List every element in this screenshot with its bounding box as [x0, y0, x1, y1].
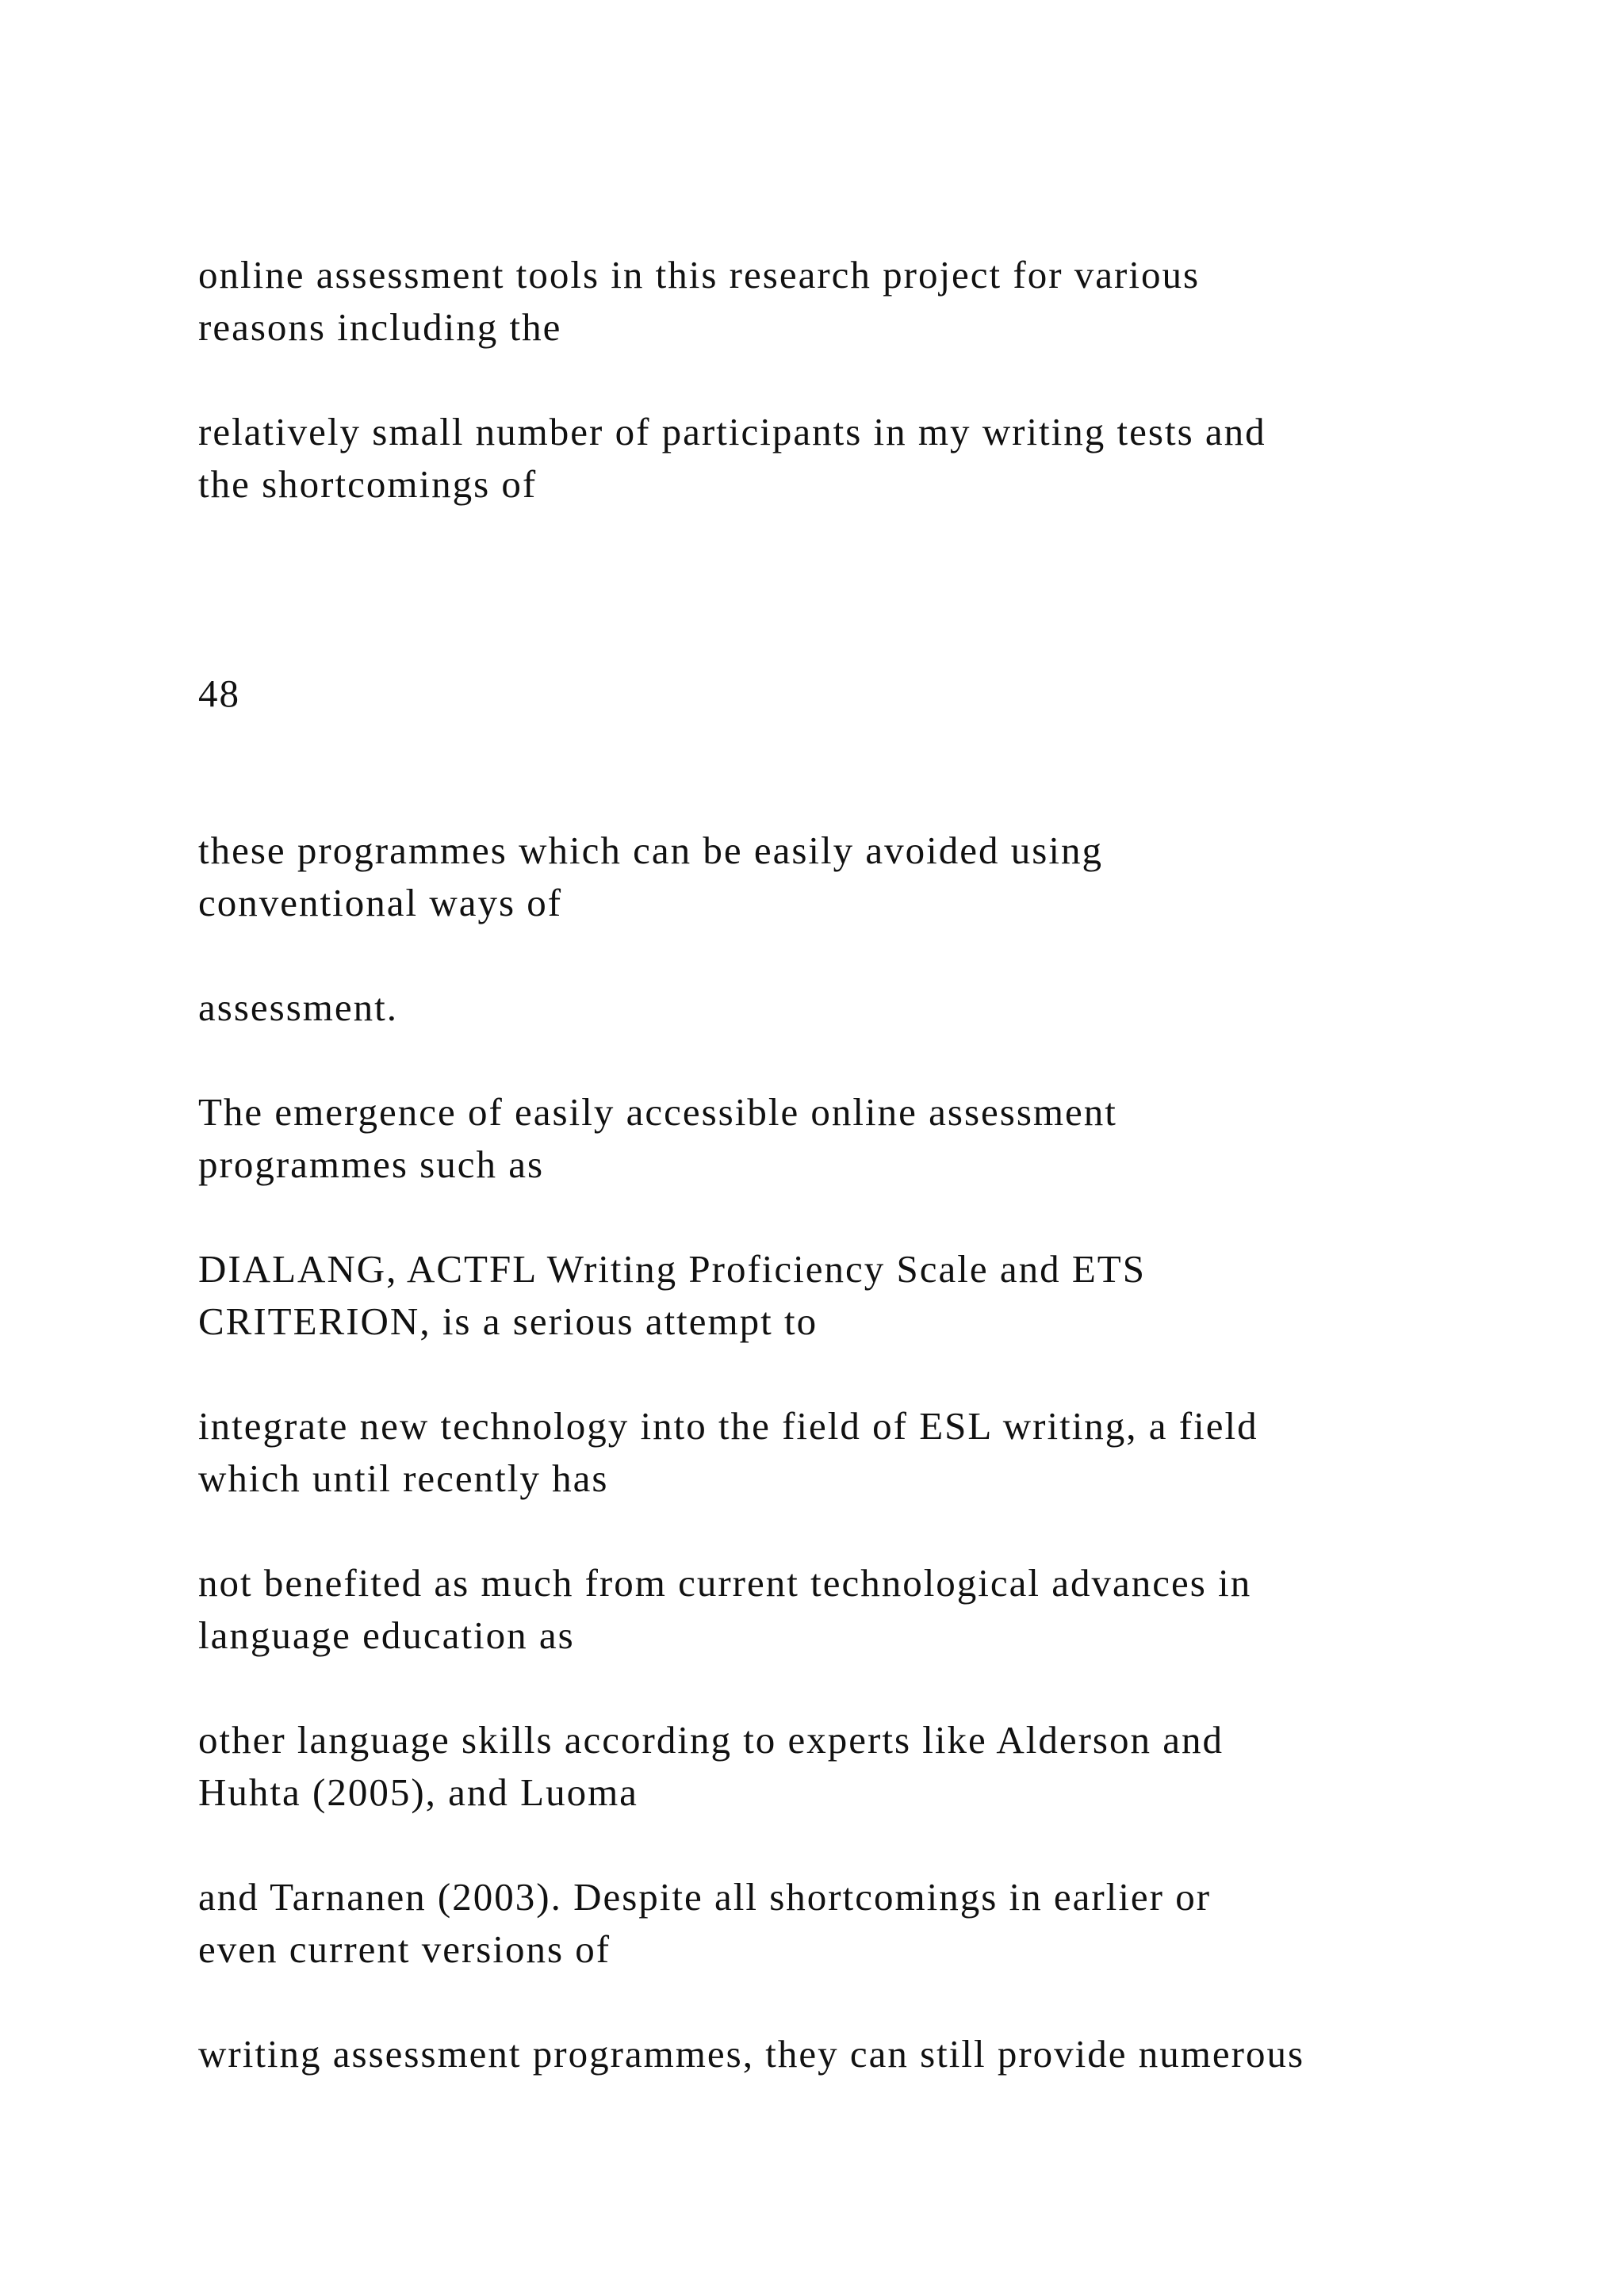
text-line: integrate new technology into the field of ESL writing, a field [198, 1404, 1258, 1448]
text-line: even current versions of [198, 1927, 611, 1971]
text-line: The emergence of easily accessible online assessment [198, 1090, 1117, 1134]
text-line: and Tarnanen (2003). Despite all shortcomings in earlier or [198, 1875, 1212, 1919]
text-line: CRITERION, is a serious attempt to [198, 1299, 818, 1343]
text-line: the shortcomings of [198, 462, 538, 506]
text-line: other language skills according to experts like Alderson and [198, 1718, 1224, 1762]
text-line: programmes such as [198, 1142, 545, 1186]
text-line: language education as [198, 1613, 575, 1657]
text-line: which until recently has [198, 1456, 609, 1500]
text-line: writing assessment programmes, they can still provide numerous [198, 2032, 1305, 2076]
text-line: relatively small number of participants in my writing tests and [198, 410, 1266, 453]
text-line: online assessment tools in this research project for various [198, 253, 1201, 297]
text-line: not benefited as much from current technological advances in [198, 1561, 1252, 1605]
text-line: assessment. [198, 985, 398, 1029]
text-line: Huhta (2005), and Luoma [198, 1770, 638, 1814]
text-line: DIALANG, ACTFL Writing Proficiency Scale and ETS [198, 1247, 1146, 1291]
text-line: these programmes which can be easily avoided using [198, 828, 1103, 872]
text-line: reasons including the [198, 305, 562, 349]
text-line: conventional ways of [198, 881, 563, 924]
page-number: 48 [198, 672, 240, 715]
